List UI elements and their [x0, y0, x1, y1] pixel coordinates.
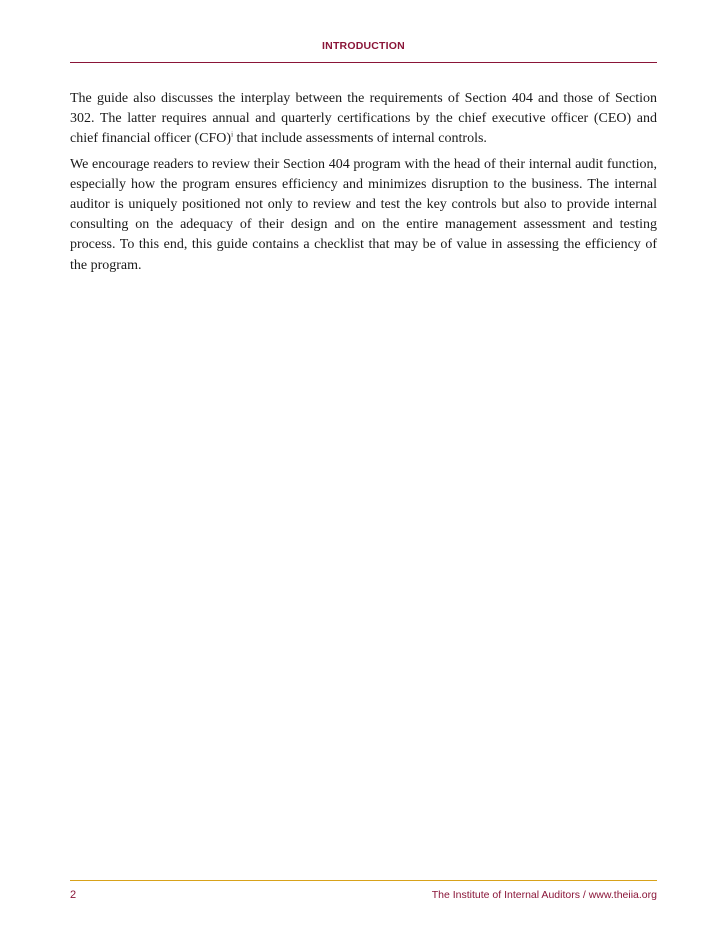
- header-divider: [70, 62, 657, 63]
- page-number: 2: [70, 889, 77, 901]
- paragraph-1-text-end: that include assessments of internal controls.: [233, 131, 487, 147]
- publisher-footer: The Institute of Internal Auditors / www.theiia.org: [431, 889, 657, 901]
- body-content: [70, 89, 657, 281]
- paragraph-1: [70, 89, 657, 150]
- paragraph-2: We encourage readers to review their Section 404 program with the head of their internal audit function, especially how the program ensures efficiency and minimizes disruption to the business. The internal auditor is uniquely positioned not only to review and test the key controls but also to provide internal consulting on the adequacy of their design and on the entire management assessment and testing process. To this end, this guide contains a checklist that may be of value in assessing the efficiency of the program.: [70, 156, 657, 273]
- section-header: INTRODUCTION: [322, 40, 405, 52]
- paragraph-1-text: The guide also discusses the interplay between the requirements of Section 404 and those of Section 302. The latter requires annual and quarterly certifications by the chief executive officer (CEO) and chief financial officer (CFO): [70, 91, 657, 147]
- footer-divider: [70, 880, 657, 881]
- footnote-marker[interactable]: i: [231, 130, 234, 139]
